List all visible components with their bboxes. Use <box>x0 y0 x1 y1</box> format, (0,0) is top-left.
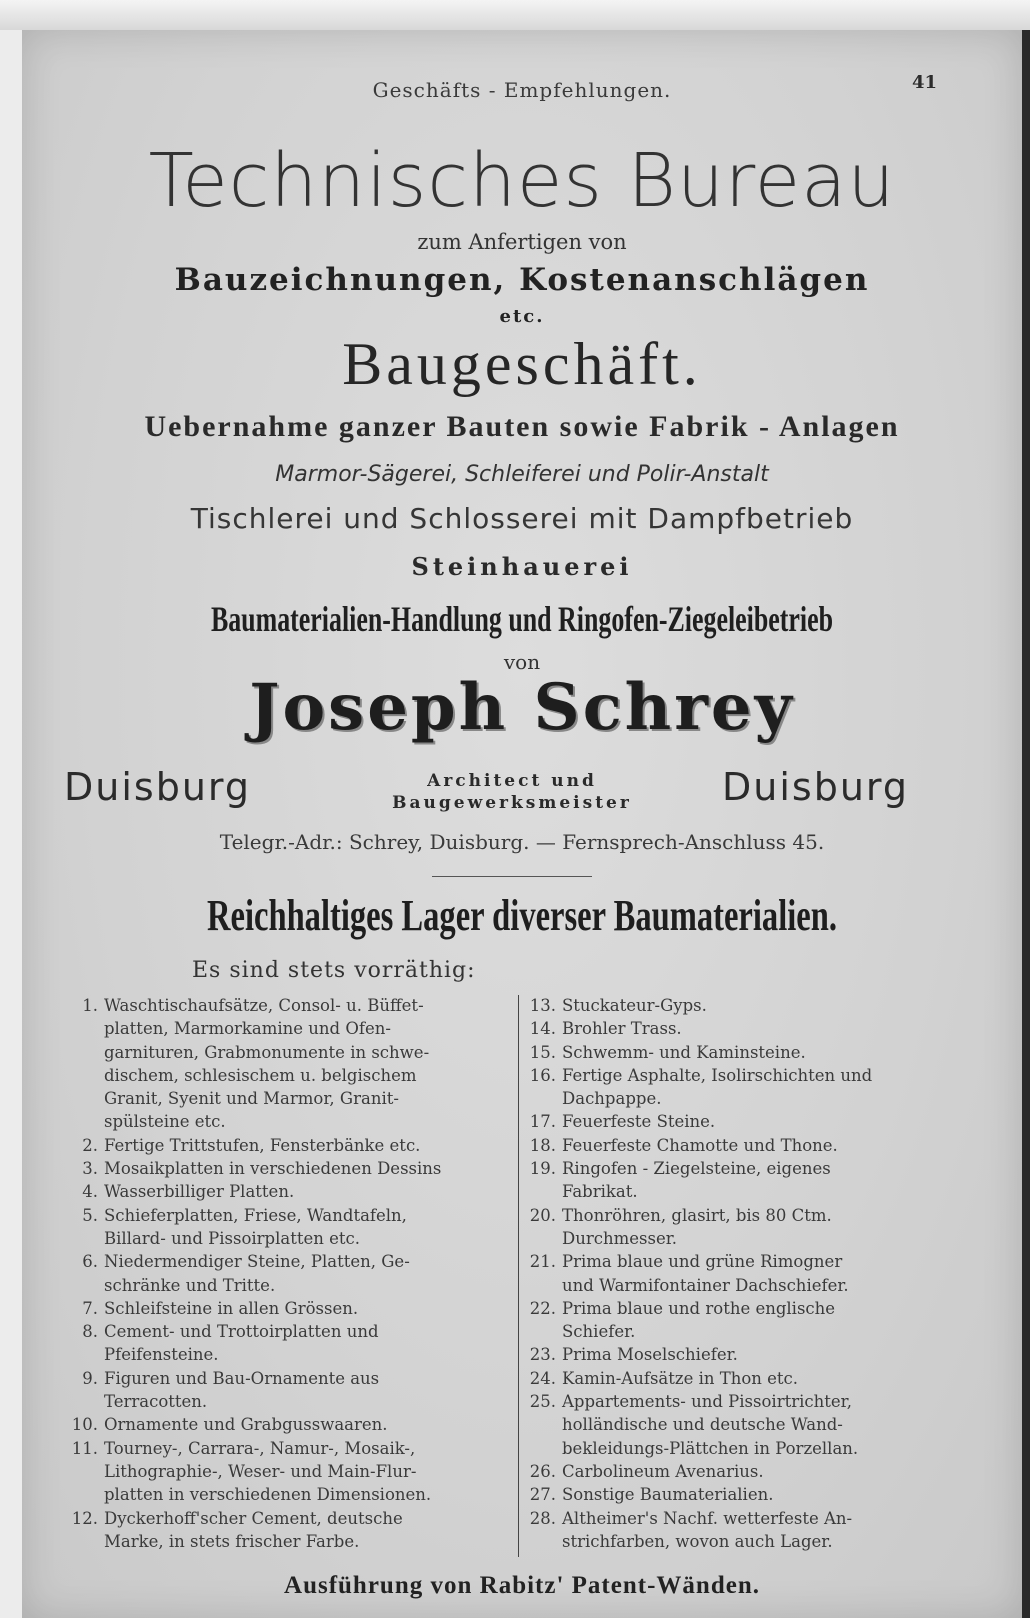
list-item-text: Cement- und Trottoirplatten und <box>104 1322 379 1342</box>
list-item-text: Schleifsteine in allen Grössen. <box>104 1298 359 1318</box>
list-item-text: Prima blaue und grüne Rimogner <box>562 1252 843 1272</box>
stonework-line: Steinhauerei <box>411 552 633 581</box>
list-item-text: Schiefer. <box>562 1322 636 1342</box>
list-item <box>528 1367 968 1390</box>
list-item-number: 5. <box>82 1205 98 1225</box>
list-item-text: Marke, in stets frischer Farbe. <box>104 1531 360 1551</box>
owner-name: Joseph Schrey <box>249 670 795 745</box>
list-item-number: 6. <box>82 1252 98 1272</box>
list-item-text: Schwemm- und Kaminsteine. <box>562 1042 806 1062</box>
list-item-number: 7. <box>82 1298 98 1318</box>
list-item-text: Ornamente und Grabgusswaaren. <box>104 1415 388 1435</box>
owner-title-line1: Architect und <box>427 771 597 791</box>
list-item-text: Prima Moselschiefer. <box>562 1345 738 1365</box>
page-number: 41 <box>912 72 938 93</box>
list-item-number: 18. <box>529 1135 556 1155</box>
list-item <box>528 1343 968 1366</box>
subtitle-etc: etc. <box>499 306 545 327</box>
list-item <box>70 1134 510 1157</box>
materials-line: Baumaterialien-Handlung und Ringofen-Ziegeleibetrieb <box>210 599 834 639</box>
list-item-text: platten in verschiedenen Dimensionen. <box>104 1485 432 1505</box>
list-item-number: 20. <box>529 1205 556 1225</box>
list-item-text: dischem, schlesischem u. belgischem <box>104 1065 417 1085</box>
list-item-number: 8. <box>82 1322 98 1342</box>
list-item-text: Figuren und Bau-Ornamente aus <box>104 1368 380 1388</box>
list-item-text: platten, Marmorkamine und Ofen- <box>104 1019 391 1039</box>
list-item <box>528 1483 968 1506</box>
list-item-text: Altheimer's Nachf. wetterfeste An- <box>562 1508 853 1528</box>
list-item <box>528 1064 968 1111</box>
list-item-number: 26. <box>529 1461 556 1481</box>
list-item-text: Feuerfeste Steine. <box>562 1112 716 1132</box>
list-item <box>70 1413 510 1436</box>
list-item-text: Feuerfeste Chamotte und Thone. <box>562 1135 838 1155</box>
list-item-text: Dachpappe. <box>562 1089 662 1109</box>
list-item-text: Ringofen - Ziegelsteine, eigenes <box>562 1159 831 1179</box>
list-item-text: Wasserbilliger Platten. <box>104 1182 295 1202</box>
list-item <box>528 1507 968 1554</box>
list-item-number: 23. <box>529 1345 556 1365</box>
list-item-text: garnituren, Grabmonumente in schwe- <box>104 1042 430 1062</box>
stock-list-right <box>528 994 968 1553</box>
list-item <box>70 1320 510 1367</box>
list-item-text: Sonstige Baumaterialien. <box>562 1485 774 1505</box>
list-item <box>70 1507 510 1554</box>
subtitle-small: zum Anfertigen von <box>417 230 627 254</box>
list-item-number: 11. <box>71 1438 98 1458</box>
list-item-text: Granit, Syenit und Marmor, Granit- <box>104 1089 399 1109</box>
city-left: Duisburg <box>64 765 251 809</box>
divider-rule <box>432 876 592 877</box>
stock-list-left <box>70 994 510 1553</box>
list-item-text: Billard- und Pissoirplatten etc. <box>104 1228 360 1248</box>
list-item-number: 3. <box>82 1159 98 1179</box>
services-line: Uebernahme ganzer Bauten sowie Fabrik - Anlagen <box>144 410 900 443</box>
telegraph-line: Telegr.-Adr.: Schrey, Duisburg. — Fernsprech-Anschluss 45. <box>219 830 825 854</box>
document-page <box>22 30 1022 1618</box>
list-item-text: Lithographie-, Weser- und Main-Flur- <box>104 1461 417 1481</box>
list-item-number: 10. <box>71 1415 98 1435</box>
list-item <box>528 1460 968 1483</box>
business-heading: Baugeschäft. <box>342 331 702 397</box>
list-item <box>528 1390 968 1460</box>
list-item-text: Kamin-Aufsätze in Thon etc. <box>562 1368 799 1388</box>
list-item-text: Niedermendiger Steine, Platten, Ge- <box>104 1252 410 1272</box>
list-item-number: 24. <box>529 1368 556 1388</box>
list-item-text: Fabrikat. <box>562 1182 638 1202</box>
main-title: Technisches Bureau <box>148 138 896 224</box>
stock-subheading: Es sind stets vorräthig: <box>192 958 476 983</box>
list-item-text: Terracotten. <box>104 1392 208 1412</box>
list-item <box>70 1157 510 1180</box>
list-item-text: Fertige Asphalte, Isolirschichten und <box>562 1065 873 1085</box>
list-item-number: 21. <box>529 1252 556 1272</box>
list-item <box>528 1134 968 1157</box>
list-item-number: 1. <box>82 996 98 1015</box>
list-item-number: 27. <box>529 1485 556 1505</box>
list-item-text: Carbolineum Avenarius. <box>562 1461 764 1481</box>
list-item-text: Dyckerhoff'scher Cement, deutsche <box>104 1508 403 1528</box>
subtitle-bold: Bauzeichnungen, Kostenanschlägen <box>174 262 870 298</box>
list-item-number: 9. <box>82 1368 98 1388</box>
list-item <box>70 1180 510 1203</box>
list-item-number: 16. <box>529 1065 556 1085</box>
list-item <box>528 1017 968 1040</box>
list-item-text: strichfarben, wovon auch Lager. <box>562 1531 833 1551</box>
list-item-number: 12. <box>71 1508 98 1528</box>
list-item <box>528 1297 968 1344</box>
list-item <box>70 1250 510 1297</box>
list-item <box>70 994 510 1134</box>
list-item-text: Stuckateur-Gyps. <box>562 996 707 1015</box>
section-header: Geschäfts - Empfehlungen. <box>372 78 672 102</box>
scan-top-edge <box>0 0 1030 30</box>
list-item-number: 13. <box>529 996 556 1015</box>
list-item-number: 19. <box>529 1159 556 1179</box>
list-item-number: 2. <box>82 1135 98 1155</box>
list-item <box>70 1437 510 1507</box>
list-item-text: Schieferplatten, Friese, Wandtafeln, <box>104 1205 407 1225</box>
list-item <box>528 1041 968 1064</box>
list-item-text: Pfeifensteine. <box>104 1345 219 1365</box>
von-line: von <box>503 650 541 674</box>
list-item-text: Fertige Trittstufen, Fensterbänke etc. <box>104 1135 421 1155</box>
list-item <box>70 1204 510 1251</box>
list-item-text: Thonröhren, glasirt, bis 80 Ctm. <box>562 1205 832 1225</box>
city-right: Duisburg <box>722 765 909 809</box>
list-item-number: 17. <box>529 1112 556 1132</box>
list-item <box>528 1157 968 1204</box>
list-item-number: 28. <box>529 1508 556 1528</box>
joinery-line: Tischlerei und Schlosserei mit Dampfbetrieb <box>190 502 854 535</box>
scan-left-edge <box>0 30 22 1618</box>
list-item-text: bekleidungs-Plättchen in Porzellan. <box>562 1438 859 1458</box>
list-item <box>528 1250 968 1297</box>
list-item-text: spülsteine etc. <box>104 1112 226 1132</box>
list-item-number: 25. <box>529 1392 556 1412</box>
list-item-text: Appartements- und Pissoirtrichter, <box>562 1392 852 1412</box>
owner-title-line2: Baugewerksmeister <box>392 793 632 813</box>
marble-line: Marmor-Sägerei, Schleiferei und Polir-Anstalt <box>275 462 769 487</box>
list-item-number: 15. <box>529 1042 556 1062</box>
list-item-number: 14. <box>529 1019 556 1039</box>
list-item <box>528 994 968 1017</box>
list-item-text: Waschtischaufsätze, Consol- u. Büffet- <box>104 996 424 1015</box>
list-item-text: Prima blaue und rothe englische <box>562 1298 836 1318</box>
list-item-number: 22. <box>529 1298 556 1318</box>
footer-line: Ausführung von Rabitz' Patent-Wänden. <box>284 1572 760 1599</box>
list-item-text: Tourney-, Carrara-, Namur-, Mosaik-, <box>104 1438 416 1458</box>
list-item <box>528 1204 968 1251</box>
list-item-text: holländische und deutsche Wand- <box>562 1415 843 1435</box>
column-divider <box>518 995 519 1557</box>
list-item-text: und Warmifontainer Dachschiefer. <box>562 1275 849 1295</box>
list-item <box>70 1367 510 1414</box>
list-item-number: 4. <box>82 1182 98 1202</box>
list-item-text: schränke und Tritte. <box>104 1275 276 1295</box>
list-item <box>528 1110 968 1133</box>
stock-heading: Reichhaltiges Lager diverser Baumaterialien. <box>206 891 838 940</box>
list-item-text: Brohler Trass. <box>562 1019 682 1039</box>
list-item-text: Durchmesser. <box>562 1228 678 1248</box>
owner-title <box>332 770 692 814</box>
list-item-text: Mosaikplatten in verschiedenen Dessins <box>104 1159 442 1179</box>
list-item <box>70 1297 510 1320</box>
